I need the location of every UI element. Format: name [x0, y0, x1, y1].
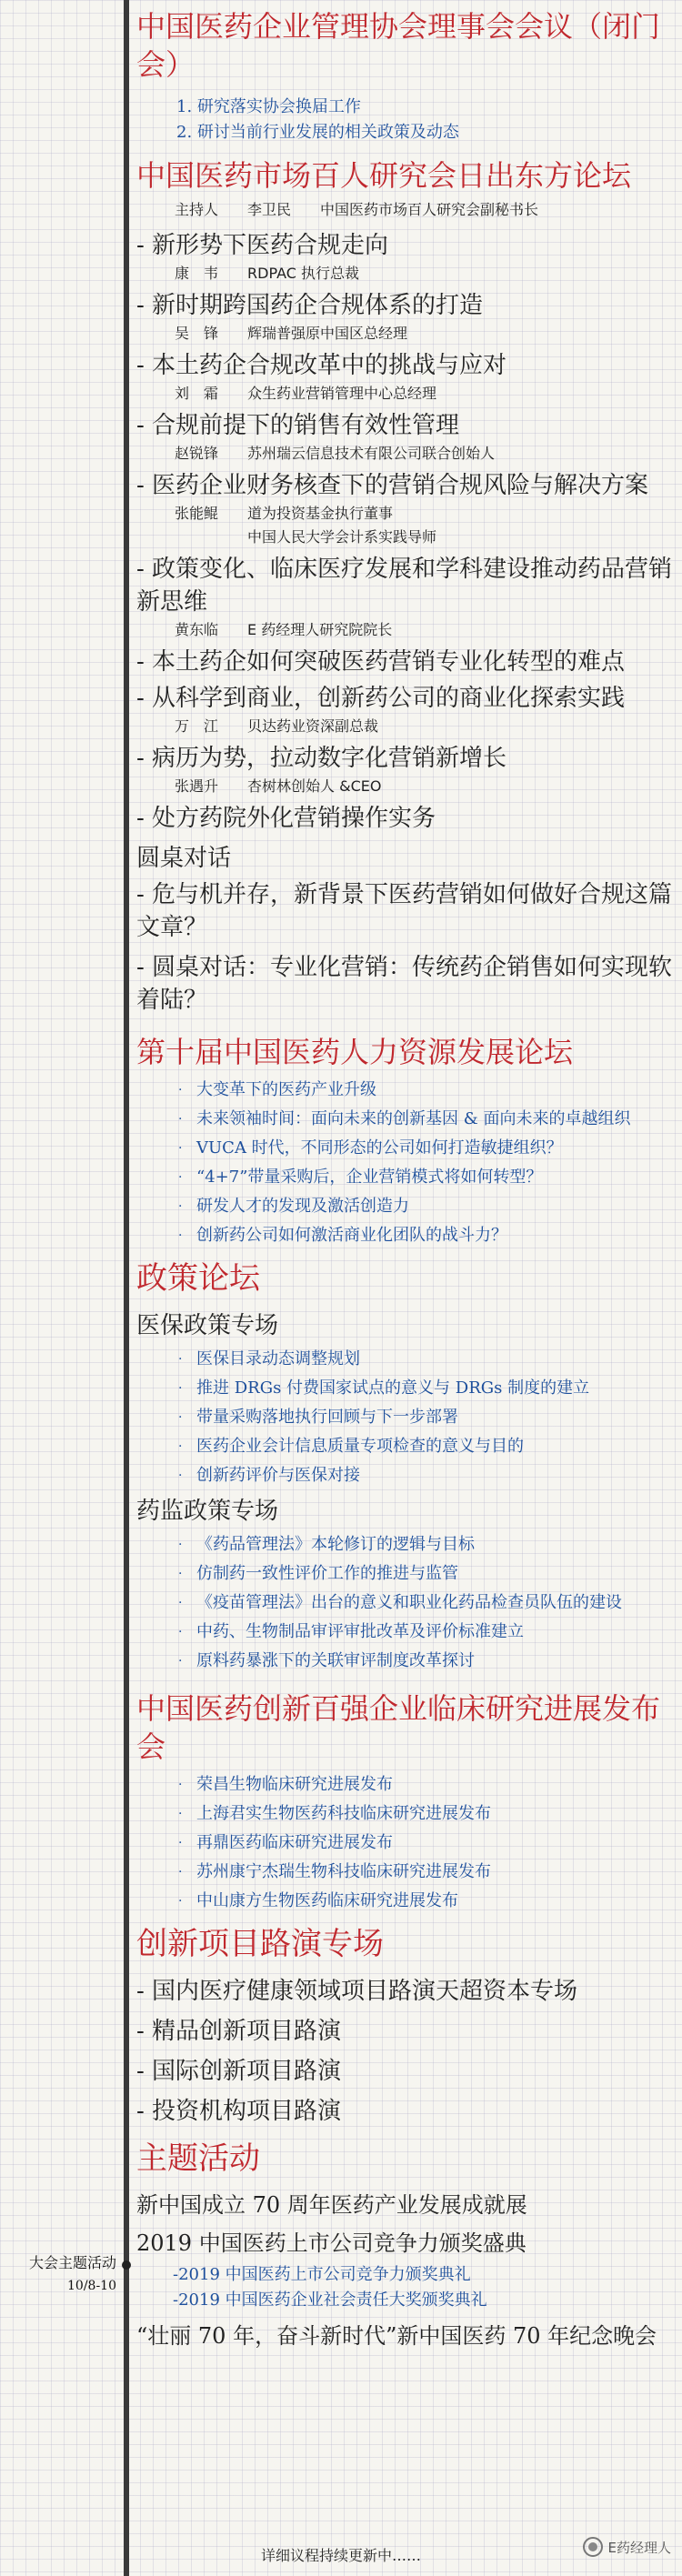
section-baiming-forum	[136, 156, 678, 1017]
update-note: 详细议程持续更新中……	[260, 2547, 421, 2564]
roadshow-item: - 投资机构项目路演	[136, 2098, 342, 2125]
bullet-icon: ·	[178, 1778, 183, 1792]
list-item: · 医保目录动态调整规划	[136, 1348, 678, 1371]
activity-item: 2019 中国医药上市公司竞争力颁奖盛典	[136, 2230, 527, 2256]
timeline-line	[124, 0, 129, 2576]
list-item: · 仿制药一致性评价工作的推进与监管	[136, 1562, 678, 1586]
roundtable-item: - 圆桌对话：专业化营销：传统药企销售如何实现软着陆？	[136, 954, 673, 1014]
topic: - 政策变化、临床医疗发展和学科建设推动药品营销新思维	[136, 556, 673, 616]
list-item: · 推进 DRGs 付费国家试点的意义与 DRGs 制度的建立	[136, 1377, 678, 1400]
list-item: · 研发人才的发现及激活创造力	[136, 1195, 678, 1218]
section-title: 创新项目路演专场	[136, 1926, 384, 1962]
speaker: 康 韦 RDPAC 执行总裁	[175, 265, 359, 282]
roadshow-item: - 国内医疗健康领域项目路演天超资本专场	[136, 1978, 578, 2005]
speaker: 吴 锋 辉瑞普强原中国区总经理	[175, 325, 408, 342]
activity-item: “壮丽 70 年，奋斗新时代”新中国医药 70 年纪念晚会	[136, 2323, 657, 2349]
agenda-content	[136, 7, 678, 2351]
list-item: · 未来领袖时间：面向未来的创新基因 & 面向未来的卓越组织	[136, 1108, 678, 1131]
bullet-icon: ·	[178, 1567, 183, 1581]
bullet-icon: ·	[178, 1112, 183, 1127]
section-title: 中国医药企业管理协会理事会会议（闭门会）	[136, 9, 661, 82]
topic: - 本土药企如何突破医药营销专业化转型的难点	[136, 648, 626, 676]
roundtable-label: 圆桌对话	[136, 845, 232, 872]
bullet-icon: ·	[178, 1538, 183, 1552]
bullet-icon: ·	[178, 1836, 183, 1850]
bullet-icon: ·	[178, 1625, 183, 1639]
wechat-icon	[583, 2537, 603, 2557]
activity-item: 新中国成立 70 周年医药产业发展成就展	[136, 2192, 527, 2218]
list-item: · 大变革下的医药产业升级	[136, 1078, 678, 1102]
bullet-icon: ·	[178, 1654, 183, 1669]
bullet-icon: ·	[178, 1439, 183, 1454]
list-item: · 创新药评价与医保对接	[136, 1464, 678, 1488]
section-title: 主题活动	[136, 2140, 260, 2177]
topic: - 处方药院外化营销操作实务	[136, 805, 436, 832]
topic: - 合规前提下的销售有效性管理	[136, 412, 460, 439]
section-innovation-release	[136, 1689, 678, 1913]
list-item: · 医药企业会计信息质量专项检查的意义与目的	[136, 1435, 678, 1458]
bullet-icon: ·	[178, 1410, 183, 1425]
section-council-meeting	[136, 7, 678, 145]
topic: - 本土药企合规改革中的挑战与应对	[136, 352, 507, 379]
topic: - 新时期跨国药企合规体系的打造	[136, 292, 484, 319]
list-item: · 带量采购落地执行回顾与下一步部署	[136, 1406, 678, 1429]
section-theme-activities	[136, 2139, 678, 2351]
speaker: 万 江 贝达药业资深副总裁	[175, 717, 379, 735]
bullet-icon: ·	[178, 1894, 183, 1909]
watermark	[583, 2537, 671, 2557]
bullet-icon: ·	[178, 1228, 183, 1243]
roundtable-item: - 危与机并存，新背景下医药营销如何做好合规这篇文章？	[136, 881, 673, 941]
speaker: 张遇升 杏树林创始人 &CEO	[175, 777, 382, 795]
speaker: 赵锐锋 苏州瑞云信息技术有限公司联合创始人	[175, 445, 496, 462]
bullet-icon: ·	[178, 1596, 183, 1610]
list-item: 1. 研究落实协会换届工作	[176, 97, 361, 116]
list-item: · 《疫苗管理法》出台的意义和职业化药品检查员队伍的建设	[136, 1591, 678, 1615]
speaker: 张能鲲 道为投资基金执行董事	[175, 505, 394, 522]
roadshow-item: - 精品创新项目路演	[136, 2018, 342, 2045]
list-item: · 上海君实生物医药科技临床研究进展发布	[136, 1802, 678, 1826]
section-title: 政策论坛	[136, 1260, 260, 1297]
activity-subitem: -2019 中国医药企业社会责任大奖颁奖典礼	[173, 2290, 487, 2310]
list-item: 2. 研讨当前行业发展的相关政策及动态	[176, 123, 459, 142]
topic: - 从科学到商业，创新药公司的商业化探索实践	[136, 685, 626, 712]
speaker: 中国人民大学会计系实践导师	[175, 528, 437, 546]
bullet-icon: ·	[178, 1807, 183, 1821]
section-title: 第十届中国医药人力资源发展论坛	[136, 1035, 574, 1069]
activity-date: 10/8-10	[67, 2279, 116, 2293]
bullet-icon: ·	[178, 1468, 183, 1483]
section-hr-forum	[136, 1033, 678, 1248]
section-title: 中国医药创新百强企业临床研究进展发布会	[136, 1691, 661, 1764]
list-item: · 中山康方生物医药临床研究进展发布	[136, 1889, 678, 1913]
list-item: · 荣昌生物临床研究进展发布	[136, 1773, 678, 1797]
section-policy-forum	[136, 1258, 678, 1673]
list-item: · 原料药暴涨下的关联审评制度改革探讨	[136, 1649, 678, 1673]
speaker: 刘 霜 众生药业营销管理中心总经理	[175, 385, 437, 402]
subsection-title: 药监政策专场	[136, 1498, 279, 1525]
list-item: · “4+7”带量采购后，企业营销模式将如何转型？	[136, 1166, 678, 1189]
list-item: · 《药品管理法》本轮修订的逻辑与目标	[136, 1533, 678, 1557]
list-item: · 中药、生物制品审评审批改革及评价标准建立	[136, 1620, 678, 1644]
topic: - 新形势下医药合规走向	[136, 232, 389, 259]
bullet-icon: ·	[178, 1199, 183, 1214]
section-roadshow	[136, 1924, 678, 2128]
timeline-dot	[122, 2260, 131, 2270]
speaker: 黄东临 E 药经理人研究院院长	[175, 621, 393, 638]
list-item: · 苏州康宁杰瑞生物科技临床研究进展发布	[136, 1860, 678, 1884]
list-item: · 创新药公司如何激活商业化团队的战斗力？	[136, 1224, 678, 1248]
roadshow-item: - 国际创新项目路演	[136, 2058, 342, 2085]
bullet-icon: ·	[178, 1141, 183, 1156]
bullet-icon: ·	[178, 1083, 183, 1098]
bullet-icon: ·	[178, 1381, 183, 1396]
bullet-icon: ·	[178, 1352, 183, 1367]
activity-label: 大会主题活动	[28, 2254, 116, 2271]
host-line: 主持人 李卫民 中国医药市场百人研究会副秘书长	[175, 201, 539, 218]
list-item: · 再鼎医药临床研究进展发布	[136, 1831, 678, 1855]
watermark-text: E药经理人	[607, 2539, 671, 2556]
activity-subitem: -2019 中国医药上市公司竞争力颁奖典礼	[173, 2265, 471, 2284]
subsection-title: 医保政策专场	[136, 1312, 279, 1339]
topic: - 医药企业财务核查下的营销合规风险与解决方案	[136, 472, 649, 499]
section-title: 中国医药市场百人研究会日出东方论坛	[136, 158, 632, 193]
list-item: · VUCA 时代，不同形态的公司如何打造敏捷组织？	[136, 1137, 678, 1160]
bullet-icon: ·	[178, 1865, 183, 1879]
topic: - 病历为势，拉动数字化营销新增长	[136, 745, 507, 772]
bullet-icon: ·	[178, 1170, 183, 1185]
